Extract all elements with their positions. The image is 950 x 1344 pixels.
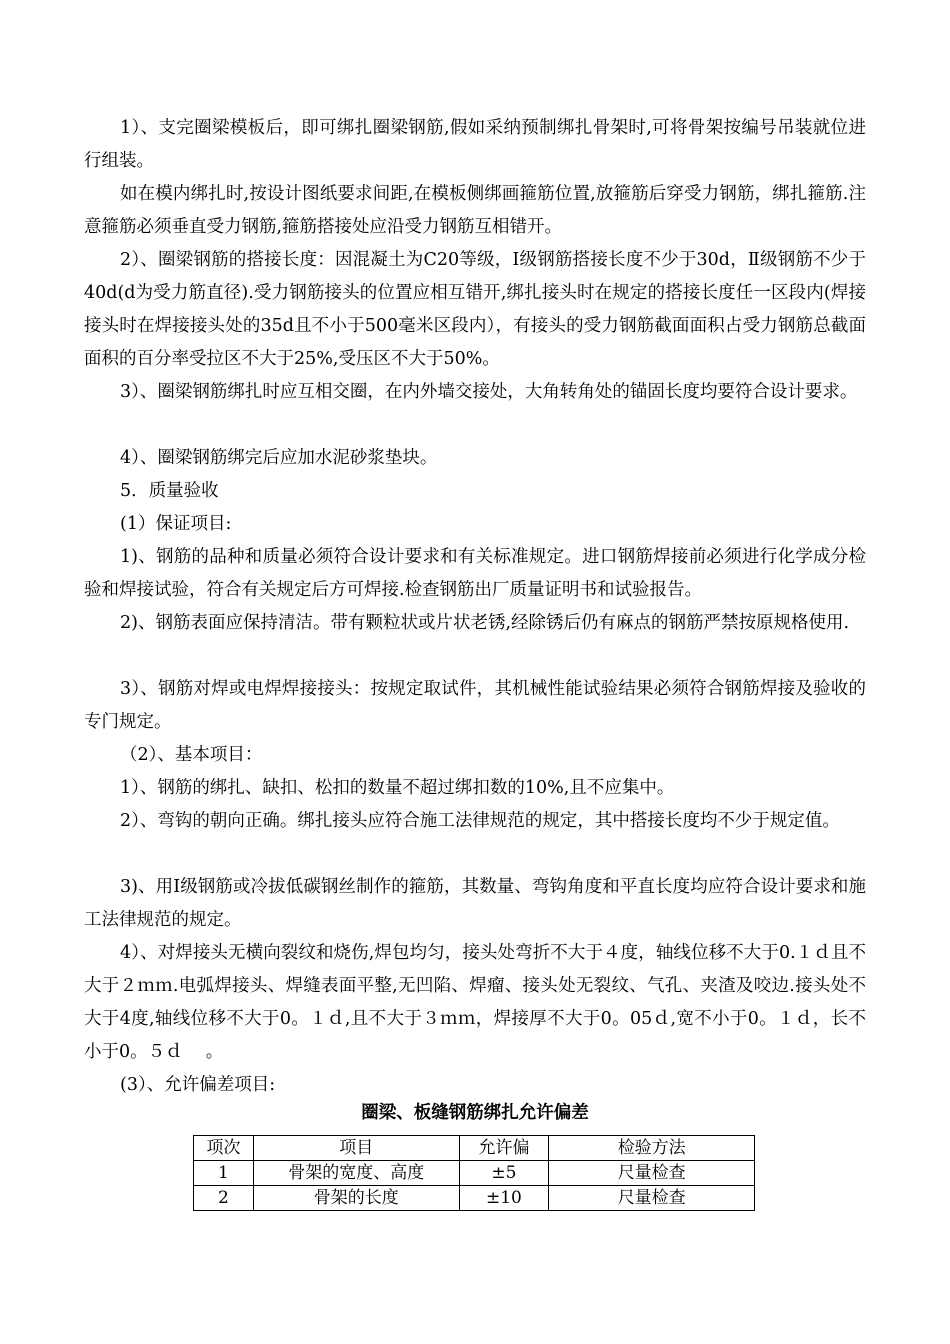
table-cell: 骨架的宽度、高度 <box>253 1161 459 1186</box>
table-title: 圈梁、板缝钢筋绑扎允许偏差 <box>361 1103 589 1123</box>
table-cell: 1 <box>194 1161 254 1186</box>
table-header-row <box>194 1136 755 1161</box>
table-cell: ±10 <box>459 1186 549 1211</box>
table-cell: 2 <box>194 1186 254 1211</box>
table-cell: 尺量检查 <box>549 1186 755 1211</box>
section-heading-quality: 5．质量验收 <box>120 481 219 501</box>
header-cell: 项次 <box>194 1136 254 1161</box>
paragraph-1: 1）、支完圈梁模板后，即可绑扎圈梁钢筋,假如采纳预制绑扎骨架时,可将骨架按编号吊装就位进行组装。 <box>84 118 866 171</box>
deviation-table <box>193 1135 755 1211</box>
paragraph-4: 3）、圈梁钢筋绑扎时应互相交圈，在内外墙交接处，大角转角处的锚固长度均要符合设计要求。 <box>120 382 858 402</box>
paragraph-14: 3)、用Ⅰ级钢筋或冷拔低碳钢丝制作的箍筋，其数量、弯钩角度和平直长度均应符合设计要求和施工法律规范的规定。 <box>84 877 866 930</box>
header-cell: 允许偏 <box>459 1136 549 1161</box>
table-cell: ±5 <box>459 1161 549 1186</box>
paragraph-15: 4）、对焊接头无横向裂纹和烧伤,焊包均匀，接头处弯折不大于４度，轴线位移不大于0.１ｄ且不大于２ｍｍ.电弧焊接头、焊缝表面平整,无凹陷、焊瘤、接头处无裂纹、气孔、夹渣及咬边.接头处不大于4度,轴线位移不大于0。１ｄ,且不大于３ｍｍ，焊接厚不大于0。05ｄ,宽不小于0。１ｄ，长不小于0。５ｄ 。 <box>84 943 866 1062</box>
subheading-deviation: (3）、允许偏差项目: <box>120 1075 276 1095</box>
header-cell: 检验方法 <box>549 1136 755 1161</box>
table-cell: 尺量检查 <box>549 1161 755 1186</box>
paragraph-12: 1）、钢筋的绑扎、缺扣、松扣的数量不超过绑扣数的10%,且不应集中。 <box>120 778 675 798</box>
header-cell: 项目 <box>253 1136 459 1161</box>
subheading-guarantee: (1）保证项目: <box>120 514 232 534</box>
paragraph-9: 2)、钢筋表面应保持清洁。带有颗粒状或片状老锈,经除锈后仍有麻点的钢筋严禁按原规格使用. <box>120 613 850 633</box>
paragraph-3: 2）、圈梁钢筋的搭接长度：因混凝土为C20等级，Ⅰ级钢筋搭接长度不少于30d，Ⅱ级钢筋不少于40d(d为受力筋直径).受力钢筋接头的位置应相互错开,绑扎接头时在规定的搭接长度任一区段内(焊接接头时在焊接接头处的35d且不小于500毫米区段内），有接头的受力钢筋截面面积占受力钢筋总截面面积的百分率受拉区不大于25%,受压区不大于50%。 <box>84 250 866 369</box>
table-row <box>194 1161 755 1186</box>
paragraph-10: 3）、钢筋对焊或电焊焊接接头：按规定取试件，其机械性能试验结果必须符合钢筋焊接及验收的专门规定。 <box>84 679 866 732</box>
table-cell: 骨架的长度 <box>253 1186 459 1211</box>
subheading-basic: （2）、基本项目： <box>120 745 263 765</box>
paragraph-8: 1)、钢筋的品种和质量必须符合设计要求和有关标准规定。进口钢筋焊接前必须进行化学成分检验和焊接试验，符合有关规定后方可焊接.检查钢筋出厂质量证明书和试验报告。 <box>84 547 866 600</box>
paragraph-13: 2）、弯钩的朝向正确。绑扎接头应符合施工法律规范的规定，其中搭接长度均不少于规定值。 <box>120 811 840 831</box>
paragraph-5: 4）、圈梁钢筋绑完后应加水泥砂浆垫块。 <box>120 448 438 468</box>
table-row <box>194 1186 755 1211</box>
paragraph-2: 如在模内绑扎时,按设计图纸要求间距,在模板侧绑画箍筋位置,放箍筋后穿受力钢筋，绑扎箍筋.注意箍筋必须垂直受力钢筋,箍筋搭接处应沿受力钢筋互相错开。 <box>84 184 866 237</box>
